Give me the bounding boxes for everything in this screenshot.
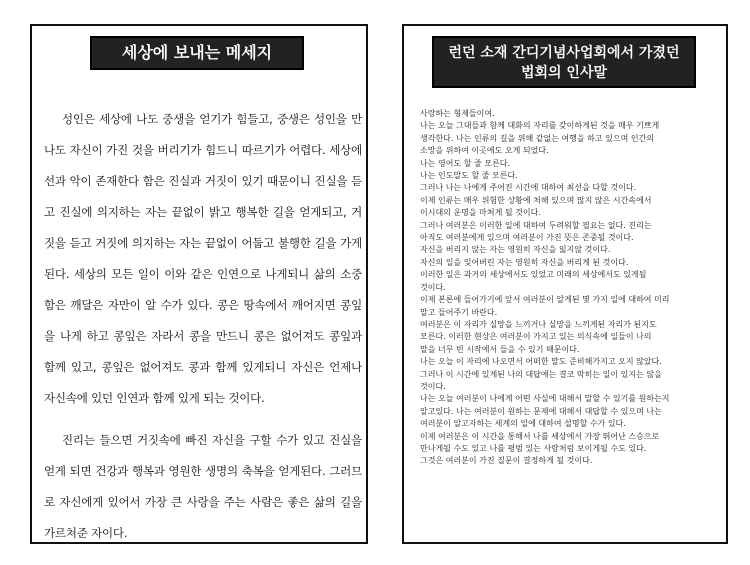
right-line: 모른다. 이러한 현상은 여러분이 가지고 있는 의식속에 일들이 나의: [420, 332, 652, 342]
right-line: 생각한다. 나는 인류의 길을 위해 같없는 여행을 하고 있으며 인간의: [420, 133, 655, 143]
right-line: 이제 여러분은 이 시간을 통해서 나를 세상에서 가장 뛰어난 스승으로: [420, 431, 660, 441]
left-title-banner: [90, 36, 304, 70]
right-line: 말고 들어주기 바란다.: [420, 307, 498, 317]
right-line: 그러나 나는 나에게 주어진 시간에 대하여 최선을 다할 것이다.: [420, 183, 637, 193]
right-line: 사랑하는 형제들이여.: [420, 109, 495, 118]
right-line: 자신을 버리지 않는 자는 영원히 자신을 잃지않 것이다.: [420, 245, 611, 255]
right-title-line-2: 법회의 인사말: [520, 65, 608, 81]
right-line: 알고있다. 나는 여러분이 원하는 문제에 대해서 대답할 수 있으며 나는: [420, 406, 662, 416]
right-panel: [402, 24, 728, 544]
left-title: 세상에 보내는 메세지: [121, 43, 273, 62]
right-line: 자신의 일을 잊어버린 자는 영원히 자신을 버리게 된 것이다.: [420, 257, 629, 267]
left-body: [44, 104, 362, 549]
left-paragraph-2: 진리는 들으면 거짓속에 빠진 자신을 구할 수가 있고 진실을 얻게 되면 건강과 행복과 영원한 생명의 축복을 얻게된다. 그러므로 자신에게 있어서 가장 큰 사랑을 주는 사람은 좋은 삶의 길을 가르쳐준 자이다.: [44, 433, 362, 540]
right-line: 여러분은 이 자리가 실망을 느끼거나 실망을 느끼게된 자리가 된지도: [420, 319, 657, 329]
left-panel: [30, 24, 368, 544]
right-line: 나는 영어도 할 줄 모른다.: [420, 158, 510, 168]
right-line: 이러한 일은 과거의 세상에서도 있었고 미래의 세상에서도 있게될: [420, 270, 647, 280]
right-line: 나는 오늘 여러분이 나에게 어떤 사실에 대해서 말할 수 있기를 원하는지: [420, 394, 670, 404]
right-line: 이시대의 운명을 마쳐게 될 것이다.: [420, 208, 541, 218]
right-line: 이제 본론에 들어가기에 앞서 여러분이 알게된 몇 가지 일에 대하여 미리: [420, 295, 670, 305]
right-line: 그것은 여러분이 가진 질문이 결정하게 될 것이다.: [420, 456, 593, 466]
right-line: 나는 오늘 그대들과 함께 대화의 자리를 갖이하게된 것을 매우 기쁘게: [420, 121, 660, 131]
right-title-line-1: 런던 소재 간디기념사업회에서 가졌던: [448, 45, 680, 61]
right-line: 것이다.: [420, 282, 446, 292]
right-line: 것이다.: [420, 381, 446, 391]
right-line: 나는 인도말도 할 줄 모른다.: [420, 171, 518, 181]
right-line: 그러나 여러분은 이러한 일에 대하여 두려워할 필요는 없다. 진리는: [420, 220, 652, 230]
left-paragraph-1: 성인은 세상에 나도 중생을 얻기가 힘들고, 중생은 성인을 만나도 자신이 가진 것을 버리기가 힘드니 따르기가 어렵다. 세상에 선과 악이 존재한다 함은 진실과 거짓이 있기 때문이니 진실을 듣고 진실에 의지하는 자는 끝없이 밝고 행복한 길을 얻게되고, 거짓을 듣고 거짓에 의지하는 자는 끝없이 어둡고 불행한 길을 가게 된다. 세상의 모든 일이 이와 같은 인연으로 나게되니 삶의 소중함은 깨달은 자만이 알 수가 있다. 콩은 땅속에서 깨어지면 콩잎을 나게 하고 콩잎은 자라서 콩을 만드니 콩은 없어져도 콩잎과 함께 있고, 콩잎은 없어져도 콩과 함께 있게되니 자신은 언제나 자신속에 있던 인연과 함께 있게 되는 것이다.: [44, 112, 362, 405]
right-line: 나는 오늘 이 자리에 나오면서 어떠한 말도 준비해가지고 오지 않았다.: [420, 357, 662, 367]
right-line: 말을 너무 빈 시작에서 들을 수 있기 때문이다.: [420, 344, 580, 354]
right-line: 소망을 위하여 이곳에도 오게 되었다.: [420, 146, 549, 156]
right-line: 이제 인류는 매우 위험한 상황에 처해 있으며 많지 않은 시간속에서: [420, 195, 652, 205]
right-line: 그러나 이 시간에 있게된 나의 대답에는 결코 막히는 일이 있지는 않을: [420, 369, 662, 379]
right-line: 아직도 여러분에게 있으며 여러분이 가진 뜻은 존중될 것이다.: [420, 233, 634, 243]
right-line: 여러분이 알고자하는 세계의 일에 대하여 설명할 수가 있다.: [420, 419, 626, 429]
right-line: 만나게될 수도 있고 나를 평범 있는 사람처럼 보이게될 수도 있다.: [420, 443, 647, 453]
right-title-banner: [432, 36, 696, 88]
right-body: [420, 108, 716, 468]
